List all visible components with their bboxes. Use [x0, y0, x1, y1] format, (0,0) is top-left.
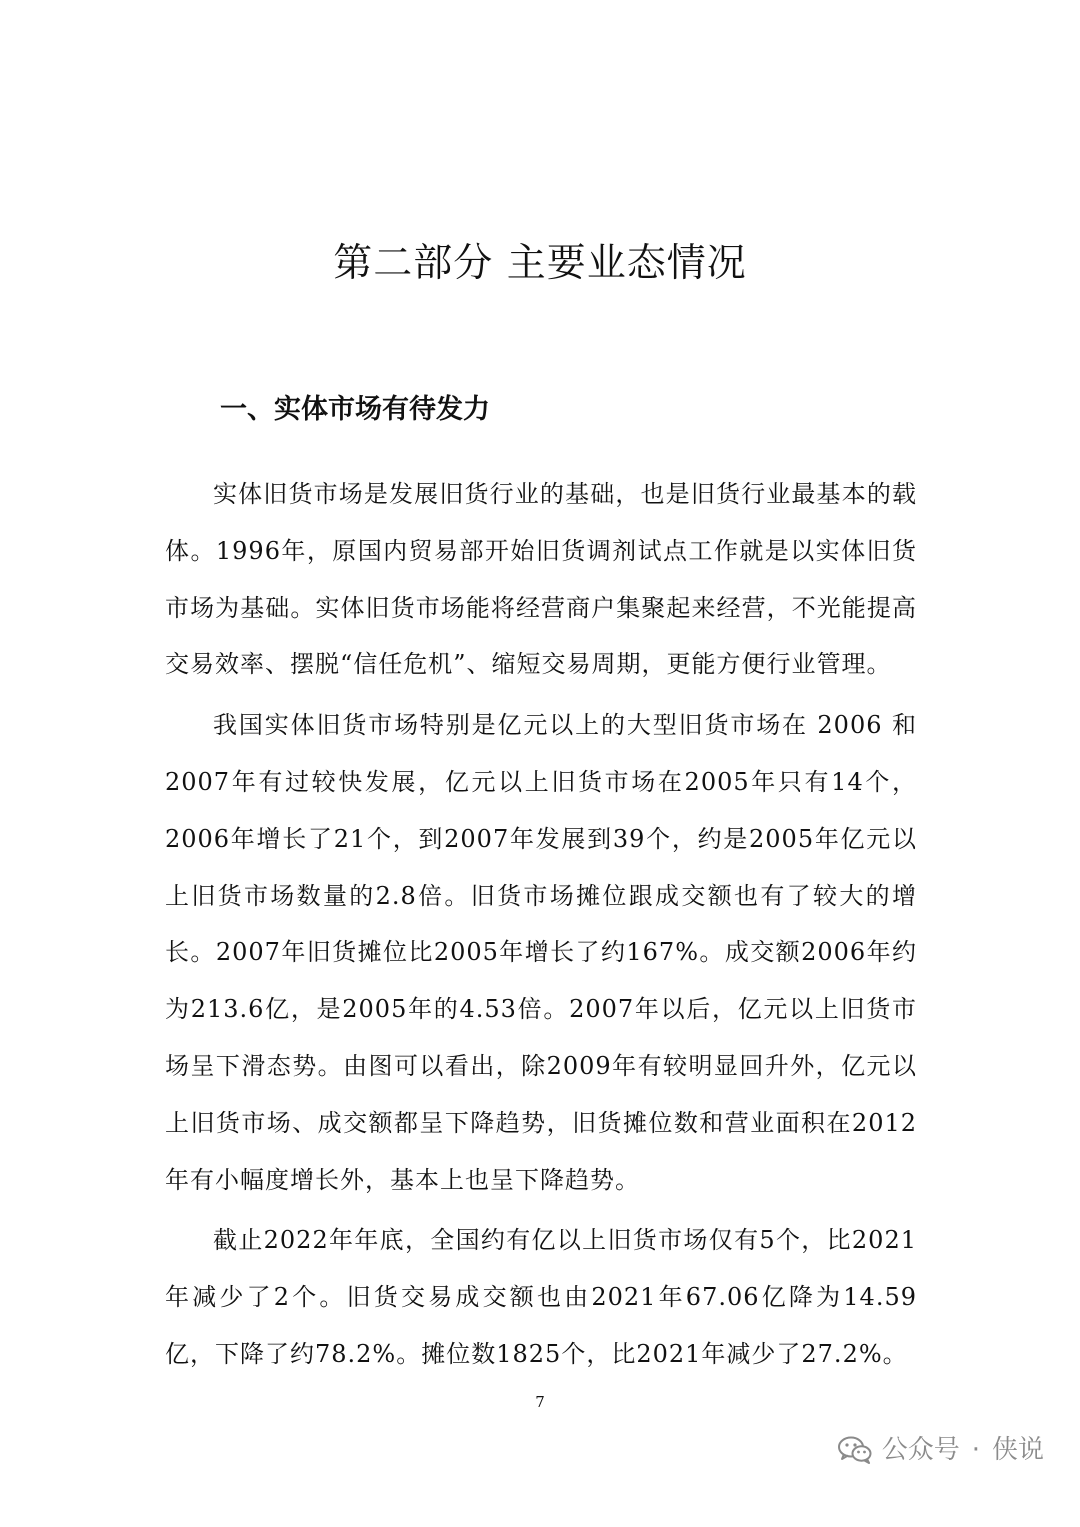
paragraph-2: 我国实体旧货市场特别是亿元以上的大型旧货市场在 2006 和 2007年有过较快发展，亿元以上旧货市场在2005年只有14个，2006年增长了21个，到2007年发展到39个，约是2005年亿元以上旧货市场数量的2.8倍。旧货市场摊位跟成交额也有了较大的增长。2007年旧货摊位比2005年增长了约167%。成交额2006年约为213.6亿，是2005年的4.53倍。2007年以后，亿元以上旧货市场呈下滑态势。由图可以看出，除2009年有较明显回升外，亿元以上旧货市场、成交额都呈下降趋势，旧货摊位数和营业面积在2012年有小幅度增长外，基本上也呈下降趋势。 — [165, 711, 917, 1194]
watermark-account: 侠说 — [991, 1435, 1044, 1465]
section-heading: 一、实体市场有待发力 — [220, 394, 490, 425]
page-title: 第二部分 主要业态情况 — [333, 241, 747, 286]
wechat-icon — [838, 1436, 872, 1464]
watermark-separator: · — [971, 1435, 980, 1465]
paragraph-1: 实体旧货市场是发展旧货行业的基础，也是旧货行业最基本的载体。1996年，原国内贸易部开始旧货调剂试点工作就是以实体旧货市场为基础。实体旧货市场能将经营商户集聚起来经营，不光能提高交易效率、摆脱“信任危机”、缩短交易周期，更能方便行业管理。 — [165, 480, 917, 679]
body-text — [165, 466, 917, 1387]
watermark-label: 公众号 — [881, 1435, 960, 1465]
page-number: 7 — [535, 1393, 545, 1411]
watermark — [838, 1430, 1044, 1470]
paragraph-3: 截止2022年年底，全国约有亿以上旧货市场仅有5个，比2021年减少了2个。旧货交易成交额也由2021年67.06亿降为14.59亿，下降了约78.2%。摊位数1825个，比2021年减少了27.2%。 — [165, 1226, 917, 1368]
